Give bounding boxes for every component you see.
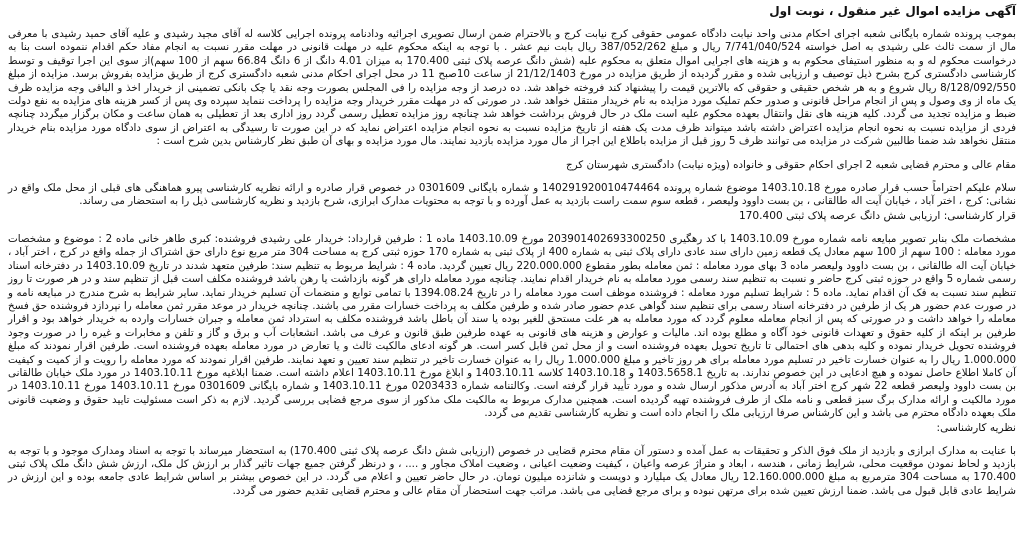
property-specs: مشخصات ملک بنابر تصویر مبایعه نامه شماره مورخ 1403.10.09 با کد رهگیری 203901402693300250 مورخ 1403.10.09 ماده 1 : طرفین قرارداد: خریدار علی رشیدی فروشنده: کبری طاهر خانی ماده 2 : موضوع و مشخصات مورد معامله : 100 سهم از 100 سهم معادل یک قطعه زمین دارای سند عادی دارای پلاک ثبتی به شماره 400 از پلاک ثبتی به شماره 170 حوزه ثبتی کرج به مساحت 304 متر مربع نوع دارای حق اشتراک از جمله واقع در کرج ، اختر آباد ، خیابان آیت اله طالقانی ، بن بست داوود ولیعصر ماده 3 بهای مورد معامله : ثمن معامله بطور مقطوع 220.000.000 ریال تعیین گردید. ماده 4 : شرایط مربوط به تنظیم سند: طرفین متعهد شدند در تاریخ 1403.10.09 در دفترخانه اسناد رسمی شماره 5 واقع در حوزه ثبتی کرج حاضر و نسبت به تنظیم سند رسمی مورد معامله به نام خریدار اقدام نمایند. چنانچه مورد معامله دارای هر گونه بازداشت یا رهن باشد فروشنده مکلف است قبل از تنظیم سند و در هر صورت تا روز تنظیم سند نسبت به فک آن اقدام نماید. ماده 5 : شرایط تسلیم مورد معامله : فروشنده موظف است مورد معامله را در تاریخ 1394.08.24 با تمامی توابع و منضمات آن تسلیم خریدار نماید. سایر شرایط به شرح مندرج در مبایعه نامه و در صورت عدم حضور هر یک از طرفین در دفترخانه اسناد رسمی برای تنظیم سند گواهی عدم حضور صادر شده و طرفین مکلف به پرداخت خسارات مقرر می باشند. چنانچه خریدار در موعد مقرر ثمن معامله را نپردازد فروشنده حق فسخ معامله را خواهد داشت و در صورتی که پس از انجام معامله معلوم گردد که مورد معامله به هر علت مستحق للغیر بوده یا سند آن باطل باشد فروشنده مکلف به استرداد ثمن معامله و جبران خسارات وارده به خریدار خواهد بود و اقرار طرفین بر اینکه از کلیه حقوق و تعهدات قانونی خود آگاه و مطلع بوده اند. مالیات و عوارض و هزینه های قانونی به عهده طرفین طبق قانون و عرف می باشد. انشعابات آب و برق و گاز و تلفن و مخابرات و غیره را در صورت وجود فروشنده تحویل خریدار نموده و کلیه بدهی های احتمالی تا تاریخ تحویل بعهده فروشنده است و از محل ثمن قابل کسر است. هر گونه ادعای مالکیت ثالث و یا تعارض در مورد معامله بعهده فروشنده است. طرفین اقرار نمودند که مبلغ 1.000.000 ریال را به عنوان خسارت تاخیر در تسلیم مورد معامله برای هر روز تاخیر و مبلغ 1.000.000 ریال را به عنوان خسارت تاخیر در تنظیم سند تعیین و تعهد نمایند. طرفین اقرار نمودند که مورد معامله را رویت و از کمیت و کیفیت آن کاملا اطلاع حاصل نموده و هیچ ادعایی در این خصوص ندارند. به تاریخ 1403.5658.1 و 1403.10.18 کلاسه 1403.10.11 و ابلاغ مورخ 1403.10.11 اعلام داشته است. ضمنا ابلاغیه مورخ 1403.10.11 در مورد ملک خیابان طالقانی بن بست داوود ولیعصر قطعه 22 شهر کرج اختر آباد به آدرس مذکور ارسال شده و مورد تأیید قرار گرفته است. وکالتنامه شماره 0203433 مورخ 1403.10.11 و شماره بایگانی 0301609 مورخ 1403.10.11 مورخ 1403.10.11 در مورد مالکیت و ارائه مدارک برگ سبز قطعی و نامه ملک از طرف فروشنده تهیه گردیده است. همچنین مدارک مربوط به مالکیت ملک مذکور از سوی مرجع قضایی بررسی گردید. لازم به ذکر است مسئولیت تایید حقوق و وضعیت قانونی ملک بعهده دادگاه محترم می باشد و این کارشناس صرفا ارزیابی ملک را انجام داده است و نظریه کارشناسی تقدیم می گردد.	[8, 232, 1017, 420]
court-addressee: مقام عالی و محترم قضایی شعبه 2 اجرای احکام حقوقی و خانواده (ویژه نیابت) دادگستری شهرستان کرج	[565, 158, 1016, 171]
greeting-paragraph: سلام علیکم احتراماً حسب قرار صادره مورخ 1403.10.18 موضوع شماره پرونده 140291920010474464 و شماره بایگانی 0301609 در خصوص قرار صادره و ارائه نظریه کارشناسی پیرو هماهنگی های قبلی از محل ملک واقع در نشانی: کرج ، اختر آباد ، خیابان آیت اله طالقانی ، بن بست داوود ولیعصر ، قطعه سوم سمت راست بازدید به عمل آورده و با توجه به محتویات مدارک ابرازی، شرح بازدید و نظریه کارشناسی ذیل را به استحضار می رساند.	[8, 182, 1017, 208]
expert-opinion: با عنایت به مدارک ابرازی و بازدید از ملک فوق الذکر و تحقیقات به عمل آمده و دستور آن مقام محترم قضایی در خصوص (ارزیابی شش دانگ عرصه پلاک ثبتی 170.400) به استحضار میرساند با توجه به اسناد ومدارک موجود و با توجه به بازدید و لحاظ نمودن موقعیت محلی، شرایط زمانی ، هندسه ، ابعاد و متراژ عرصه واعیان ، کیفیت وضعیت اعیانی ، وضعیت املاک مجاور و .... ، و درنظر گرفتن جمیع جهات تاثیر گذار بر ارزش کل ملک، ارزش شش دانگ ملک پلاک ثبتی 170.400 به مساحت 304 مترمربع به مبلغ 12.160.000.000 ریال معادل یک میلیارد و دویست و شانزده میلیون تومان. در حال حاضر تعیین و اعلام می گردد. در این خصوص بیشتر بر اساس شرایط عادی جامعه بوده و این ارزش در شرایط عادی قابل قبول می باشد. ضمنا ارزش تعیین شده برای مرتهن نبوده و برای مرجع قضایی می باشد. مراتب جهت استحضار آن مقام عالی و محترم قضایی تقدیم حضور می گردد.	[8, 444, 1016, 497]
notice-intro: بموجب پرونده شماره بایگانی شعبه اجرای احکام مدنی واحد نیابت دادگاه عمومی حقوقی کرج نیابت کرج و بالاحترام ضمن ارسال تصویری اجرائیه ودادنامه پرونده اجرایی کلاسه له آقای مجید رشیدی و علیه آقای حمید رشیدی با معرفی مال از سمت ثالث علی رشیدی به اصل خواسته 7/741/040/524 ریال و مبلغ 387/052/262 ریال بابت نیم عشر . با توجه به اینکه محکوم علیه در مهلت قانونی در مهلت مقرر نسبت به انجام مفاد حکم اقدام ننموده است بنا به درخواست محکوم له و به منظور استیفای محکوم به و هزینه های اجرایی اموال متعلق به محکوم علیه (شش دانگ عرصه پلاک ثبتی 170.400 به میزان 4.01 دانگ از 6 دانگ 66.84 سهم از 100 سهم)از سوی این اجرا توقیف و توسط کارشناسی دادگستری کرج بشرح ذیل توصیف و ارزیابی شده و مقرر گردیده از طریق مزایده در مورخ 21/12/1403 از ساعت 10صبح 11 در محل اجرای احکام مدنی شعبه دادگستری کرج از طریق مزایده بفروش برسد. مزایده از مبلغ 8/128/092/550 ریال شروع و به هر شخص حقیقی و حقوقی که بالاترین قیمت را پیشنهاد کند فروخته خواهد شد. ده درصد از وجه مزایده را فی المجلس بصورت وجه نقد یا چک بانکی تضمینی از خریدار اخذ و الباقی وجه مزایده ظرف یک ماه از وی وصول و پس از انجام مراحل قانونی و صدور حکم تملیک مورد مزایده به نام خریدار منتقل خواهد شد. در صورتی که در مهلت مقرر خریدار وجه مزایده را پرداخت ننماید سپرده وی پس از کسر هزینه های مزایده به نفع دولت ضبط و مزایده تجدید می گردد. کلیه هزینه های نقل وانتقال بعهده محکوم علیه است ملک در حال فروش برداشت خواهد شد چنانچه روز مزایده تعطیل رسمی گردد روز اداری بعد از تعطیلی به همان ساعت و مکان برگزار میگردد چنانچه فردی از مزایده نسبت به نحوه انجام مزایده اعتراض داشته باشد میتواند ظرف مدت یک هفته از تاریخ مزایده نسبت به نحوه انجام مزایده اعتراض نماید که در این صورت تا رسیدگی به اعتراض از سوی دادگاه مورد مزایده بنام خریدار منتقل نخواهد شد ضمنا طالبین شرکت در مزایده می توانند ظرف 5 روز قبل از مزایده باطلاع این اجرا از مال مورد مزایده بازدید نمایند. مال مورد مزایده و بهای آن طبق نظر کارشناس بدین شرح است :	[8, 28, 1017, 148]
opinion-heading: نظریه کارشناسی:	[936, 421, 1016, 434]
expert-subject: قرار کارشناسی: ارزیابی شش دانگ عرصه پلاک ثبتی 170.400	[738, 209, 1016, 222]
notice-title: آگهی مزایده اموال غیر منقول ، نوبت اول	[769, 4, 1016, 18]
